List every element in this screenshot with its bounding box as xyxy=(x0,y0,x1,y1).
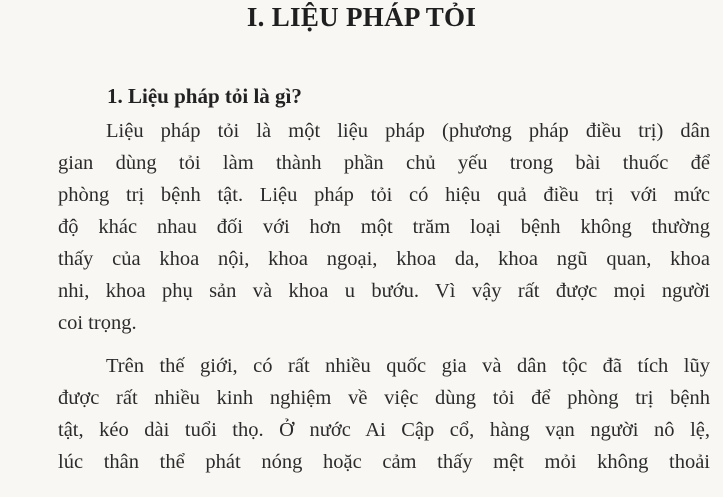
paragraph-line: độ khác nhau đối với hơn một trăm loại bệnh không thường xyxy=(58,216,710,238)
paragraph-line: coi trọng. xyxy=(58,312,137,334)
paragraph-line: phòng trị bệnh tật. Liệu pháp tỏi có hiệu quả điều trị với mức xyxy=(58,184,710,206)
paragraph-2 xyxy=(58,350,710,478)
bleed-through-text xyxy=(470,58,710,68)
section-heading: 1. Liệu pháp tỏi là gì? xyxy=(107,84,302,108)
paragraph-line: Liệu pháp tỏi là một liệu pháp (phương pháp điều trị) dân xyxy=(106,120,710,142)
paragraph-1 xyxy=(58,115,710,339)
paragraph-line: tật, kéo dài tuổi thọ. Ở nước Ai Cập cổ, hàng vạn người nô lệ, xyxy=(58,419,710,441)
paragraph-line: nhi, khoa phụ sản và khoa u bướu. Vì vậy rất được mọi người xyxy=(58,280,710,302)
paragraph-line: thấy của khoa nội, khoa ngoại, khoa da, khoa ngũ quan, khoa xyxy=(58,248,710,270)
paragraph-line: lúc thân thể phát nóng hoặc cảm thấy mệt mỏi không thoải xyxy=(58,451,710,473)
paragraph-line: gian dùng tỏi làm thành phần chủ yếu trong bài thuốc để xyxy=(58,152,710,174)
paragraph-line: được rất nhiều kinh nghiệm về việc dùng tỏi để phòng trị bệnh xyxy=(58,387,710,409)
chapter-title: I. LIỆU PHÁP TỎI xyxy=(246,2,477,32)
paragraph-line: Trên thế giới, có rất nhiều quốc gia và dân tộc đã tích lũy xyxy=(106,355,710,377)
